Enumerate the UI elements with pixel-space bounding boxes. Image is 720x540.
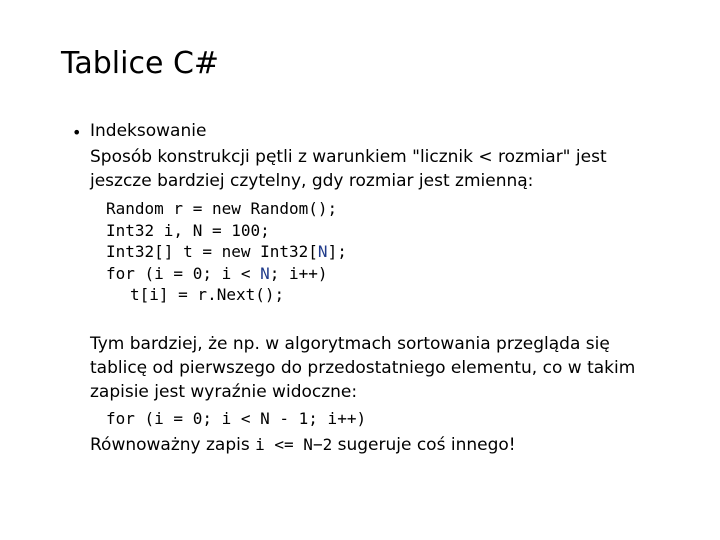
paragraph-1-line-1: Sposób konstrukcji pętli z warunkiem "licznik < rozmiar" jest bbox=[90, 147, 607, 167]
paragraph-2-line-1: Tym bardziej, że np. w algorytmach sortowania przegląda się bbox=[90, 334, 610, 354]
bullet-marker: • bbox=[72, 123, 82, 142]
code-text: Int32[] t = new Int32[ bbox=[106, 242, 318, 261]
code-line-5: t[i] = r.Next(); bbox=[130, 285, 285, 304]
paragraph-2-line-3: zapisie jest wyraźnie widoczne: bbox=[90, 382, 358, 402]
code-text: ]; bbox=[327, 242, 347, 261]
code-line-3 bbox=[106, 241, 347, 263]
paragraph-2-line-2: tablicę od pierwszego do przedostatniego elementu, co w takim bbox=[90, 358, 636, 378]
code-line-1: Random r = new Random(); bbox=[106, 199, 338, 218]
final-statement bbox=[90, 434, 516, 456]
code-text: for (i = 0; i < bbox=[106, 264, 261, 283]
final-prefix: Równoważny zapis bbox=[90, 435, 256, 455]
code-line-2: Int32 i, N = 100; bbox=[106, 221, 270, 240]
final-suffix: sugeruje coś innego! bbox=[332, 435, 516, 455]
paragraph-1-line-2: jeszcze bardziej czytelny, gdy rozmiar jest zmienną: bbox=[90, 171, 534, 191]
code-line-4 bbox=[106, 263, 328, 285]
highlighted-variable: N bbox=[260, 264, 270, 283]
code-text: ; i++) bbox=[269, 264, 328, 283]
final-code: i <= N−2 bbox=[255, 435, 333, 454]
slide-title: Tablice C# bbox=[61, 46, 220, 81]
highlighted-variable: N bbox=[317, 242, 328, 261]
bullet-heading: Indeksowanie bbox=[90, 121, 207, 141]
code-line-loop: for (i = 0; i < N - 1; i++) bbox=[106, 409, 367, 428]
